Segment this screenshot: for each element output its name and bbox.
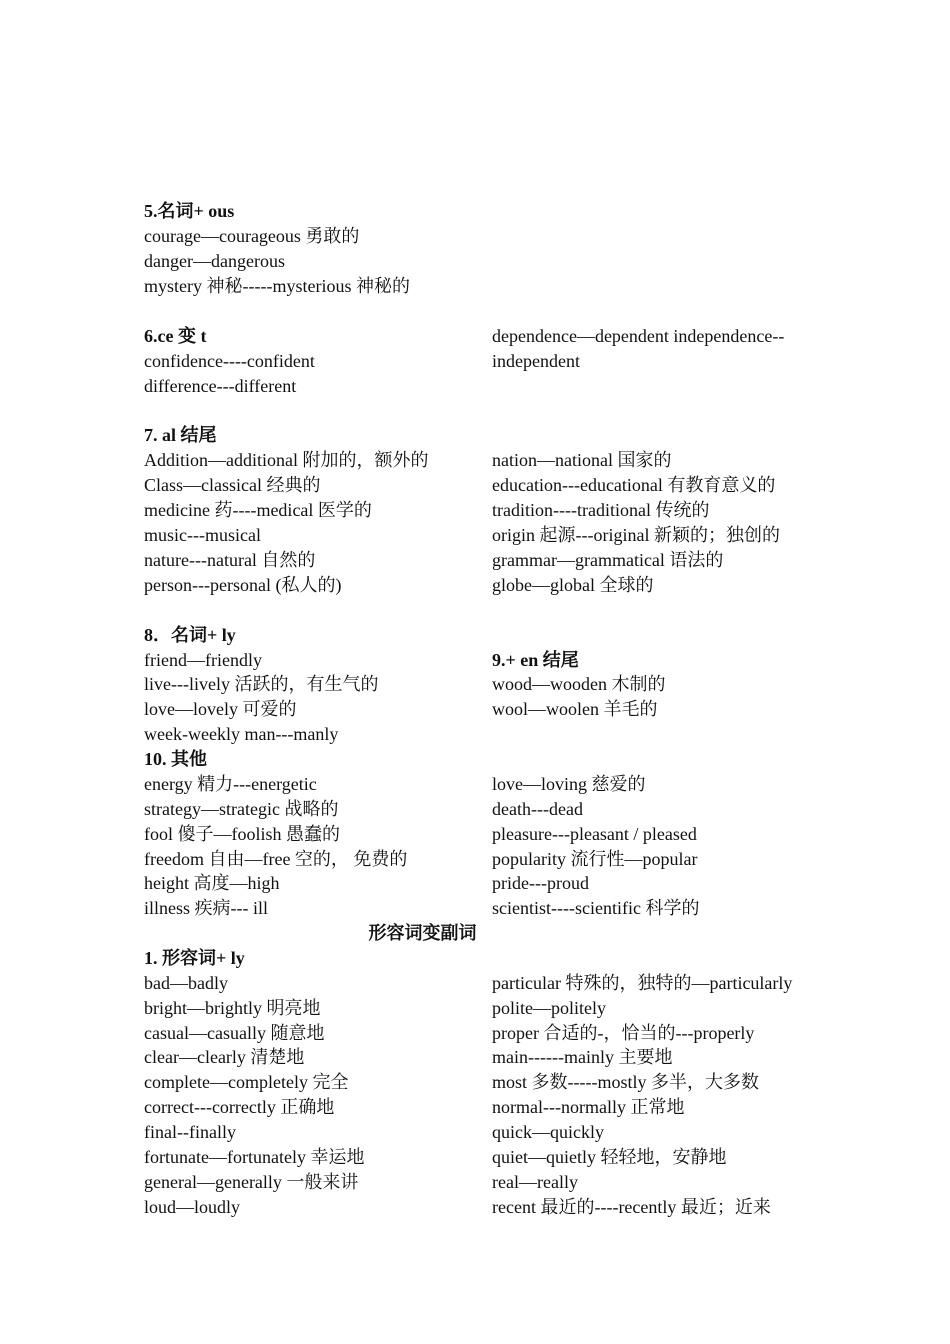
word-pair: freedom 自由—free 空的， 免费的 <box>144 849 408 869</box>
section-7-heading: 7. al 结尾 <box>144 425 217 445</box>
word-pair: quiet—quietly 轻轻地，安静地 <box>492 1147 727 1167</box>
word-pair: danger—dangerous <box>144 251 285 271</box>
section-10-heading: 10. 其他 <box>144 749 207 769</box>
word-pair: medicine 药----medical 医学的 <box>144 500 372 520</box>
word-pair: love—lovely 可爱的 <box>144 699 297 719</box>
word-pair: music---musical <box>144 525 261 545</box>
word-pair: courage—courageous 勇敢的 <box>144 226 360 246</box>
word-pair: dependence—dependent independence-- <box>492 326 785 346</box>
word-pair: Class—classical 经典的 <box>144 475 321 495</box>
word-pair: Addition—additional 附加的，额外的 <box>144 450 429 470</box>
word-pair: strategy—strategic 战略的 <box>144 799 339 819</box>
word-pair: general—generally 一般来讲 <box>144 1172 359 1192</box>
word-pair: fortunate—fortunately 幸运地 <box>144 1147 365 1167</box>
word-pair: difference---different <box>144 376 297 396</box>
word-pair: energy 精力---energetic <box>144 774 317 794</box>
word-pair: tradition----traditional 传统的 <box>492 500 710 520</box>
word-pair: main------mainly 主要地 <box>492 1047 673 1067</box>
word-pair: grammar—grammatical 语法的 <box>492 550 724 570</box>
word-pair: live---lively 活跃的，有生气的 <box>144 674 379 694</box>
word-pair: week-weekly man---manly <box>144 724 339 744</box>
word-pair: fool 傻子—foolish 愚蠢的 <box>144 824 340 844</box>
word-pair: real—really <box>492 1172 578 1192</box>
word-pair: love—loving 慈爱的 <box>492 774 646 794</box>
section-5-heading: 5.名词+ ous <box>144 201 235 221</box>
word-pair: nature---natural 自然的 <box>144 550 316 570</box>
word-pair: origin 起源---original 新颖的；独创的 <box>492 525 780 545</box>
word-pair: bright—brightly 明亮地 <box>144 998 321 1018</box>
word-pair: wood—wooden 木制的 <box>492 674 666 694</box>
word-pair: nation—national 国家的 <box>492 450 672 470</box>
word-pair: popularity 流行性—popular <box>492 849 698 869</box>
word-pair: final--finally <box>144 1122 236 1142</box>
word-pair: globe—global 全球的 <box>492 575 654 595</box>
word-pair: wool—woolen 羊毛的 <box>492 699 658 719</box>
word-pair: bad—badly <box>144 973 228 993</box>
word-pair: polite—politely <box>492 998 606 1018</box>
word-pair: pride---proud <box>492 873 589 893</box>
word-pair: normal---normally 正常地 <box>492 1097 685 1117</box>
section-6-heading: 6.ce 变 t <box>144 326 207 346</box>
word-pair: particular 特殊的，独特的—particularly <box>492 973 793 993</box>
word-pair: education---educational 有教育意义的 <box>492 475 776 495</box>
section-9-heading: 9.+ en 结尾 <box>492 650 579 670</box>
word-pair: loud—loudly <box>144 1197 241 1217</box>
word-pair: friend—friendly <box>144 650 262 670</box>
word-pair: independent <box>492 351 580 371</box>
word-pair: casual—casually 随意地 <box>144 1023 325 1043</box>
word-pair: correct---correctly 正确地 <box>144 1097 335 1117</box>
adverb-1-heading: 1. 形容词+ ly <box>144 948 245 968</box>
word-pair: height 高度—high <box>144 873 280 893</box>
word-pair: illness 疾病--- ill <box>144 898 268 918</box>
word-pair: mystery 神秘-----mysterious 神秘的 <box>144 276 410 296</box>
word-pair: death---dead <box>492 799 583 819</box>
word-pair: clear—clearly 清楚地 <box>144 1047 305 1067</box>
word-pair: pleasure---pleasant / pleased <box>492 824 697 844</box>
word-pair: quick—quickly <box>492 1122 604 1142</box>
word-pair: scientist----scientific 科学的 <box>492 898 700 918</box>
word-pair: recent 最近的----recently 最近；近来 <box>492 1197 771 1217</box>
word-pair: confidence----confident <box>144 351 315 371</box>
word-pair: proper 合适的-，恰当的---properly <box>492 1023 755 1043</box>
word-pair: most 多数-----mostly 多半，大多数 <box>492 1072 759 1092</box>
section-8-heading: 8．名词+ ly <box>144 625 236 645</box>
word-pair: person---personal (私人的) <box>144 575 342 595</box>
section-title: 形容词变副词 <box>368 923 477 943</box>
word-pair: complete—completely 完全 <box>144 1072 349 1092</box>
